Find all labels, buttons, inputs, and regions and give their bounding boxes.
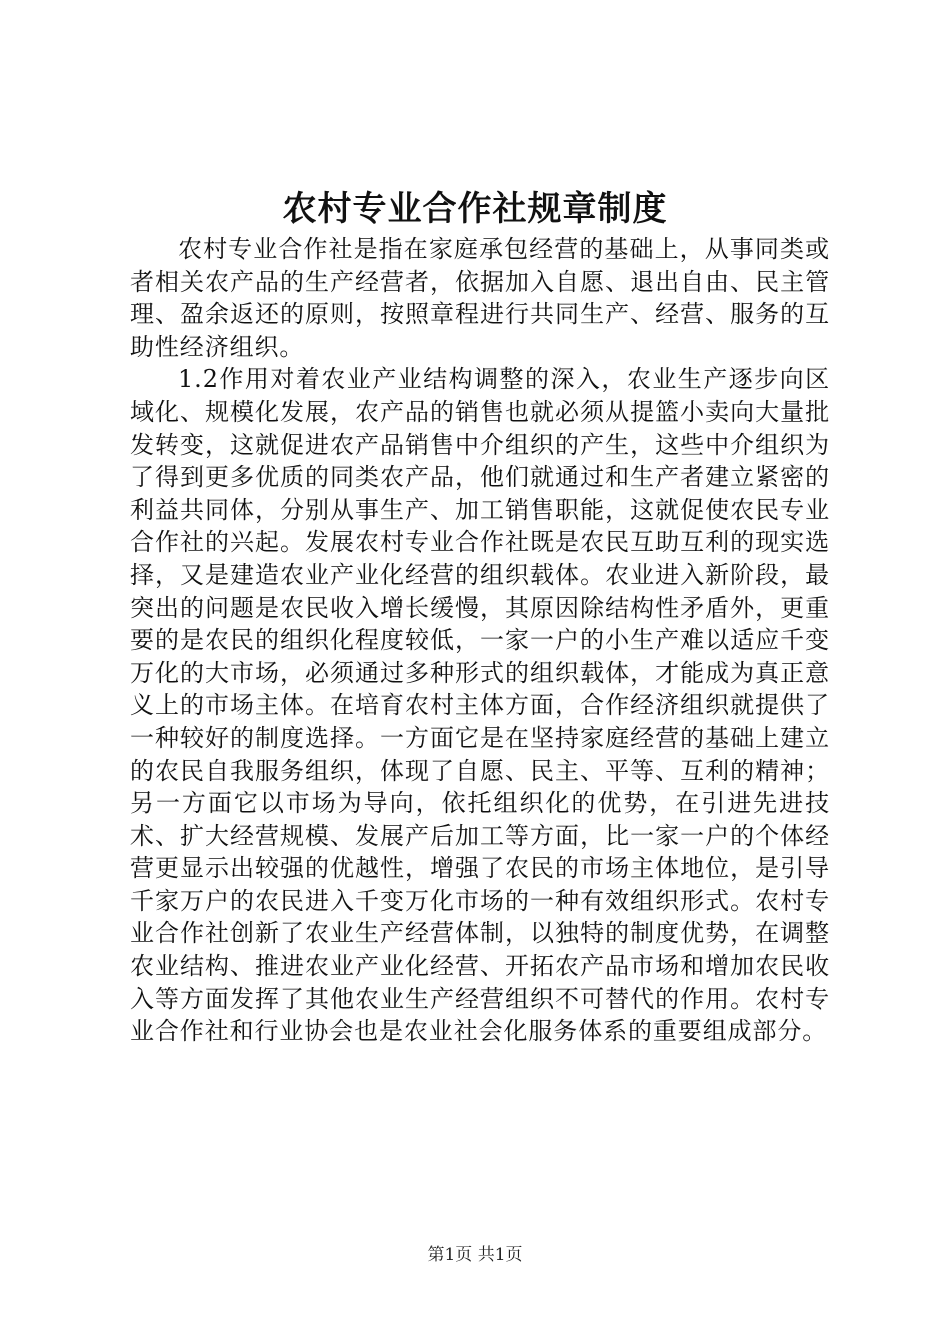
paragraph-role: 1.2作用对着农业产业结构调整的深入，农业生产逐步向区域化、规模化发展，农产品的销售也就必须从提篮小卖向大量批发转变，这就促进农产品销售中介组织的产生，这些中介组织为了得到更多优质的同类农产品，他们就通过和生产者建立紧密的利益共同体，分别从事生产、加工销售职能，这就促使农民专业合作社的兴起。发展农村专业合作社既是农民互助互利的现实选择，又是建造农业产业化经营的组织载体。农业进入新阶段，最突出的问题是农民收入增长缓慢，其原因除结构性矛盾外，更重要的是农民的组织化程度较低，一家一户的小生产难以适应千变万化的大市场，必须通过多种形式的组织载体，才能成为真正意义上的市场主体。在培育农村主体方面，合作经济组织就提供了一种较好的制度选择。一方面它是在坚持家庭经营的基础上建立的农民自我服务组织，体现了自愿、民主、平等、互利的精神；另一方面它以市场为导向，依托组织化的优势，在引进先进技术、扩大经营规模、发展产后加工等方面，比一家一户的个体经营更显示出较强的优越性，增强了农民的市场主体地位，是引导千家万户的农民进入千变万化市场的一种有效组织形式。农村专业合作社创新了农业生产经营体制，以独特的制度优势，在调整农业结构、推进农业产业化经营、开拓农产品市场和增加农民收入等方面发挥了其他农业生产经营组织不可替代的作用。农村专业合作社和行业协会也是农业社会化服务体系的重要组成部分。 [130,365,830,1046]
page-number-footer: 第1页 共1页 [427,1245,523,1265]
document-body [130,233,830,1048]
paragraph-definition: 农村专业合作社是指在家庭承包经营的基础上，从事同类或者相关农产品的生产经营者，依据加入自愿、退出自由、民主管理、盈余返还的原则，按照章程进行共同生产、经营、服务的互助性经济组织。 [130,235,830,361]
document-title: 农村专业合作社规章制度 [282,189,668,229]
